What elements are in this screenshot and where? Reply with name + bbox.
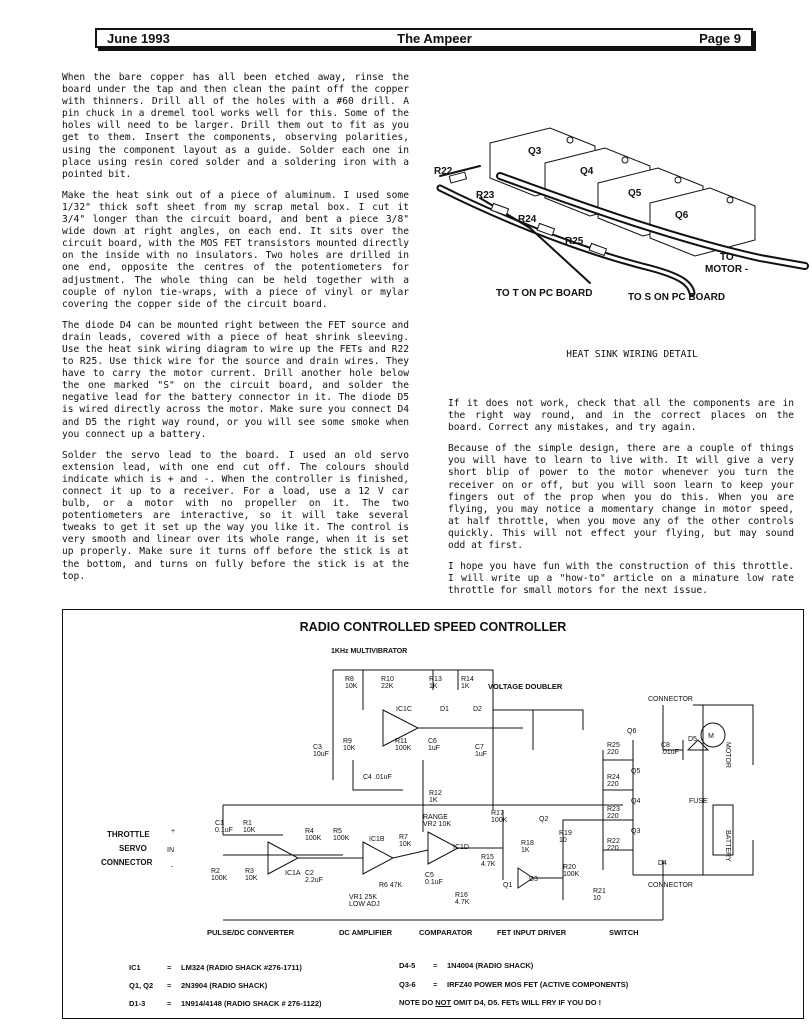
q3-schematic-label: Q3 [631, 828, 641, 835]
motor-label: MOTOR [724, 742, 731, 768]
right-column [448, 398, 794, 606]
q4-label: Q4 [580, 166, 594, 177]
fuse-label: FUSE [689, 798, 708, 805]
heatsink-caption: HEAT SINK WIRING DETAIL [566, 349, 698, 360]
r25-schematic-label: R25 220 [607, 742, 620, 756]
connector-bottom-label: CONNECTOR [648, 882, 693, 889]
r13-label: R13 1K [429, 676, 442, 690]
page-number: Page 9 [699, 30, 741, 46]
r14-label: R14 1K [461, 676, 474, 690]
ic1d-label: IC1D [453, 844, 469, 851]
d4-label: D4 [658, 860, 667, 867]
r8-label: R8 10K [345, 676, 358, 690]
parts-entry-q3: Q3-6 [399, 980, 416, 989]
q3-label: Q3 [528, 146, 542, 157]
parts-entry-ic1: IC1 [129, 963, 141, 972]
to-motor-label-2: MOTOR - [705, 264, 749, 275]
r22-schematic-label: R22 220 [607, 838, 620, 852]
r15-label: R15 4.7K [481, 854, 496, 868]
r12-label: R12 1K [429, 790, 442, 804]
paragraph: I hope you have fun with the construction of this throttle. I will write up a "how-to" article on a minature low rate throttle for small motors for the next issue. [448, 561, 794, 597]
r2-label: R2 100K [211, 868, 228, 882]
r23-schematic-label: R23 220 [607, 806, 620, 820]
r16-label: R16 4.7K [455, 892, 470, 906]
r20-label: R20 100K [563, 864, 580, 878]
parts-eq: = [167, 999, 172, 1008]
circuit-diagram [63, 610, 805, 940]
r6-label: R6 47K [379, 882, 403, 889]
d5-label: D5 [688, 736, 697, 743]
vr1-label: VR1 25K LOW ADJ [349, 894, 380, 908]
c1-label: C1 0.1uF [215, 820, 233, 834]
c6-label: C6 1uF [428, 738, 441, 752]
r24-label: R24 [518, 214, 537, 225]
q6-label: Q6 [675, 210, 689, 221]
section-dc-amplifier: DC AMPLIFIER [339, 928, 393, 937]
throttle-label: THROTTLE [107, 830, 150, 839]
c5-label: C5 0.1uF [425, 872, 443, 886]
ic1b-label: IC1B [369, 836, 385, 843]
parts-eq: = [167, 963, 172, 972]
q2-label: Q2 [539, 816, 549, 823]
to-s-label: TO S ON PC BOARD [628, 292, 726, 303]
d1-label: D1 [440, 706, 449, 713]
multivibrator-label: 1KHz MULTIVIBRATOR [331, 648, 408, 655]
ic1a-label: IC1A [285, 870, 301, 877]
parts-eq: = [433, 980, 438, 989]
parts-eq: = [433, 961, 438, 970]
schematic-title: RADIO CONTROLLED SPEED CONTROLLER [299, 620, 567, 634]
left-column [62, 72, 409, 592]
heatsink-wiring-diagram [420, 118, 812, 313]
section-pulse-dc: PULSE/DC CONVERTER [207, 928, 295, 937]
paragraph: When the bare copper has all been etched away, rinse the board under the tap and then clean the paint off the copper with thinners. Drill all of the holes with a #60 drill. A pin chuck in a dremel tool works well for this. Some of the holes will need to be larger. Drill them out to fit as you get to them. Insert the components, observing polarities, using the component layout as a guide. Solder each one in place using resin cored solder and a soldering iron with a pointed bit. [62, 72, 409, 180]
r11-label: R11 100K [395, 738, 412, 752]
q4-label: Q4 [631, 798, 641, 805]
c3-label: C3 10uF [313, 744, 329, 758]
parts-entry-d4: D4-5 [399, 961, 416, 970]
r19-label: R19 10 [559, 830, 572, 844]
parts-entry-d1: D1-3 [129, 999, 146, 1008]
c7-label: C7 1uF [475, 744, 488, 758]
r4-label: R4 100K [305, 828, 322, 842]
paragraph: If it does not work, check that all the components are in the right way round, and in the correct places on the board. Correct any mistakes, and try again. [448, 398, 794, 434]
paragraph: Because of the simple design, there are a couple of things you will have to learn to live with. It will give a very short blip of power to the motor whenever you turn the receiver on or off, but you will soon learn to keep your fingers out of the prop when you do this. When you are flying, you may notice a momentary change in motor speed, at half throttle, when you move any of the other controls quickly. This will not effect your flying, but may sound odd at first. [448, 443, 794, 552]
parts-desc-q1: 2N3904 (RADIO SHACK) [181, 981, 268, 990]
warning-note: NOTE DO NOT OMIT D4, D5. FETs WILL FRY IF YOU DO ! [399, 998, 602, 1007]
newsletter-title: The Ampeer [397, 30, 472, 46]
q5-label: Q5 [628, 188, 642, 199]
connector-top-label: CONNECTOR [648, 696, 693, 703]
section-switch: SWITCH [609, 928, 639, 937]
range-label: RANGE VR2 10K [423, 814, 452, 828]
r10-label: R10 22K [381, 676, 394, 690]
r24-schematic-label: R24 220 [607, 774, 620, 788]
ic1c-label: IC1C [396, 706, 412, 713]
r22-label: R22 [434, 166, 453, 177]
r7-label: R7 10K [399, 834, 412, 848]
battery-label: BATTERY [724, 830, 731, 862]
parts-entry-q1: Q1, Q2 [129, 981, 154, 990]
c4-label: C4 .01uF [363, 774, 392, 781]
d2-label: D2 [473, 706, 482, 713]
servo-label: SERVO [119, 844, 147, 853]
parts-desc-d1: 1N914/4148 (RADIO SHACK # 276-1122) [181, 999, 322, 1008]
parts-desc-ic1: LM324 (RADIO SHACK #276-1711) [181, 963, 302, 972]
paragraph: Solder the servo lead to the board. I used an old servo extension lead, with one end cut off. The colours should indicate which is + and -. When the controller is finished, connect it up to a receiver. For a load, use a 12 V car bulb, or a motor with no propeller on it. The two potentiometers are interactive, so it will take several tweaks to get it set up the way you like it. The control is very smooth and linear over its whole range, when it is set up properly. Make sure it turns off before the stick is at the bottom, and turns on fully before the stick is at the top. [62, 449, 409, 582]
q1-label: Q1 [503, 882, 513, 889]
c2-label: C2 2.2uF [305, 870, 323, 884]
r17-label: R17 100K [491, 810, 508, 824]
paragraph: The diode D4 can be mounted right between the FET source and drain leads, covered with a piece of heat shrink sleeving. Use the heat sink wiring diagram to wire up the FETs and R22 to R25. Use thick wire for the source and drain wires. They have to carry the motor current. Drill another hole below the one marked "S" on the circuit board, and solder the negative lead for the battery connector in it. The diode D5 is wired directly across the motor. Make sure you connect D4 and D5 the right way round, or you will see some smoke when you connect up a battery. [62, 319, 409, 440]
issue-date: June 1993 [107, 30, 170, 46]
section-fet-driver: FET INPUT DRIVER [497, 928, 567, 937]
input-minus: - [171, 864, 174, 871]
r18-label: R18 1K [521, 840, 534, 854]
section-comparator: COMPARATOR [419, 928, 473, 937]
paragraph: Make the heat sink out of a piece of aluminum. I used some 1/32" thick soft sheet from my scrap metal box. I cut it 3/4" longer than the circuit board, and bent a piece 3/8" wide down at right angles, on each end. It sits over the circuit board, with the MOS FET transistors mounted directly on the inside with no insulators. Two holes are drilled in one end, opposite the centres of the potentiometers for adjustment. The whole thing can be held together with a couple of nylon tie-wraps, with a piece of vinyl or mylar covering the copper side of the circuit board. [62, 189, 409, 310]
r21-label: R21 10 [593, 888, 606, 902]
input-plus: + [171, 828, 176, 835]
page-header [95, 28, 753, 48]
input-in: IN [167, 847, 174, 854]
r9-label: R9 10K [343, 738, 356, 752]
q5-label: Q5 [631, 768, 641, 775]
connector-label: CONNECTOR [101, 858, 153, 867]
to-t-label: TO T ON PC BOARD [496, 288, 593, 299]
r1-label: R1 10K [243, 820, 256, 834]
r25-label: R25 [565, 236, 584, 247]
c8-label: C8 .01uF [661, 742, 679, 756]
d3-label: D3 [529, 876, 538, 883]
r5-label: R5 100K [333, 828, 350, 842]
parts-desc-q3: IRFZ40 POWER MOS FET (ACTIVE COMPONENTS) [447, 980, 629, 989]
voltage-doubler-label: VOLTAGE DOUBLER [488, 682, 563, 691]
parts-eq: = [167, 981, 172, 990]
r3-label: R3 10K [245, 868, 258, 882]
speed-controller-schematic [62, 609, 804, 1019]
r23-label: R23 [476, 190, 495, 201]
parts-desc-d4: 1N4004 (RADIO SHACK) [447, 961, 534, 970]
q6-label: Q6 [627, 728, 637, 735]
motor-symbol-label: M [708, 733, 714, 740]
to-motor-label-1: TO [720, 252, 734, 263]
